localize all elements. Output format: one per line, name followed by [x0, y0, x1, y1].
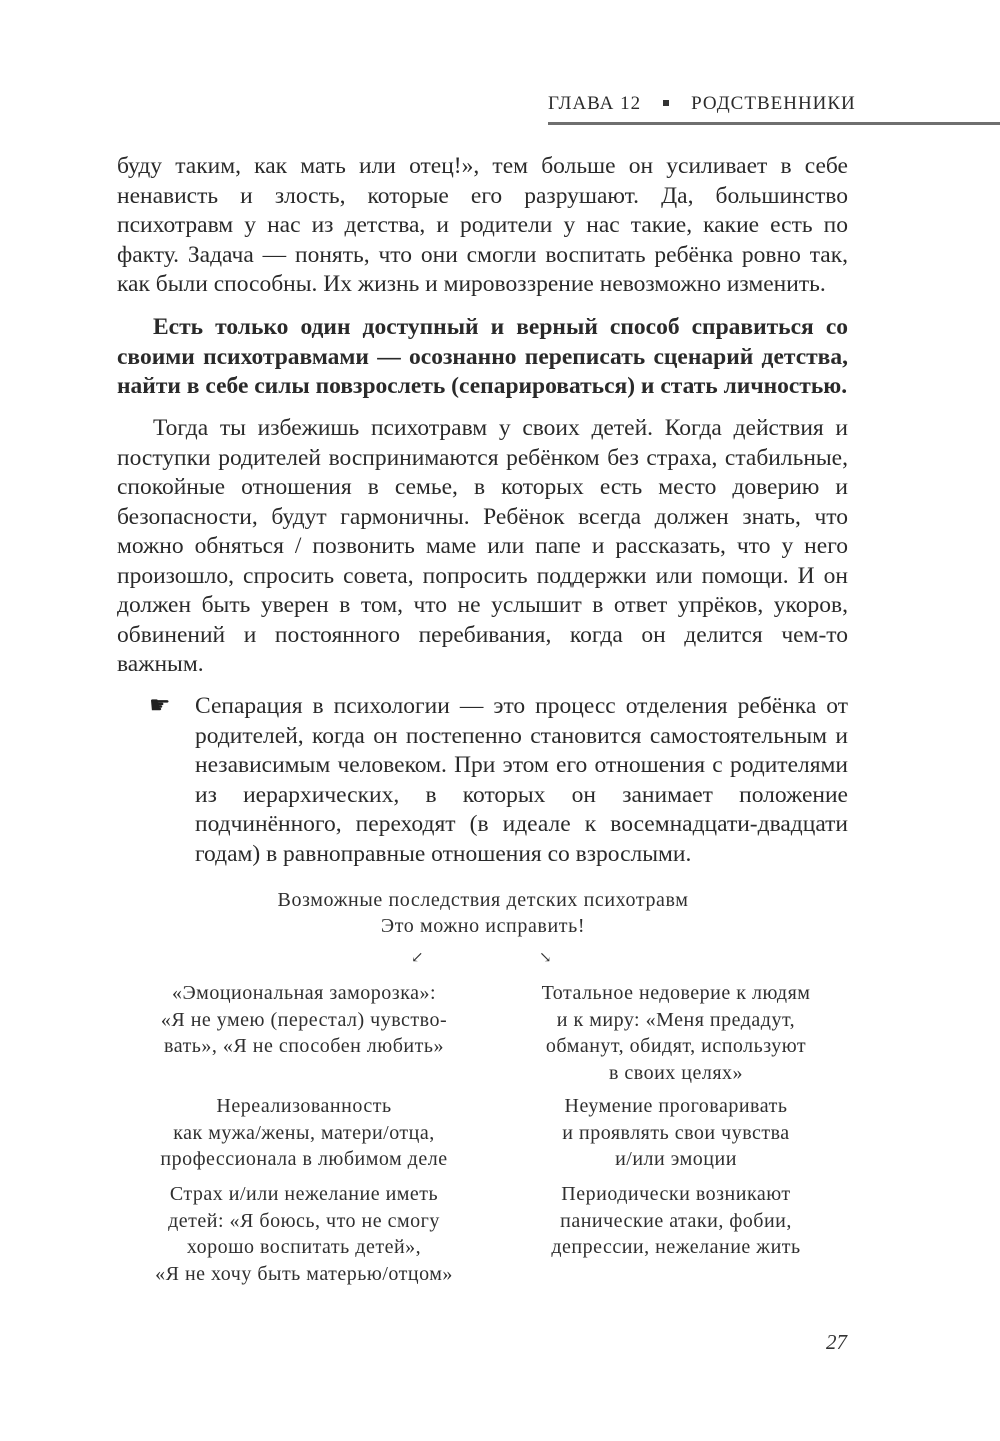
consequence-left-2	[124, 1093, 484, 1173]
line: «Я не умею (перестал) чувство-	[160, 1008, 448, 1031]
line: и проявлять свои чувства	[562, 1121, 790, 1144]
line: Нереализованность	[216, 1095, 392, 1117]
page-number: 27	[826, 1330, 847, 1354]
running-header	[548, 93, 1000, 115]
line: Неумение проговаривать	[564, 1095, 788, 1117]
line: «Я не хочу быть матерью/отцом»	[155, 1262, 453, 1285]
consequence-left-1	[124, 980, 484, 1060]
line: Тотальное недоверие к людям	[541, 982, 811, 1004]
line: вать», «Я не способен любить»	[164, 1035, 444, 1057]
chapter-label: ГЛАВА 12	[548, 93, 642, 114]
diagram-subtitle: Это можно исправить!	[380, 915, 586, 937]
consequence-left-3	[124, 1181, 484, 1287]
separator-square-icon	[663, 100, 669, 106]
paragraph-bold-emphasis: Есть только один доступный и верный способ справиться со своими психотравмами — осознанно переписать сценарий детства, найти в себе силы повзрослеть (сепарироваться) и стать личностью.	[117, 314, 848, 399]
line: «Эмоциональная заморозка»:	[171, 982, 437, 1004]
arrow-down-right-icon: ↘	[539, 950, 552, 966]
line: профессионала в любимом деле	[160, 1148, 448, 1170]
line: хорошо воспитать детей»,	[186, 1236, 422, 1258]
section-title: РОДСТВЕННИКИ	[691, 93, 856, 114]
arrow-down-left-icon: ↙	[411, 950, 424, 966]
paragraph-3: Тогда ты избежишь психотравм у своих детей. Когда действия и поступки родителей воспринимаются ребёнком без страха, стабильные, спокойные отношения в семье, в которых есть место доверию и безопасности, будут гармоничны. Ребёнок всегда должен знать, что можно обняться / позвонить маме или папе и рассказать, что у него произошло, спросить совета, попросить поддержки или помощи. И он должен быть уверен в том, что не услышит в ответ упрёков, укоров, обвинений и постоянного перебивания, когда он делится чем-то важным.	[117, 415, 848, 677]
line: как мужа/жены, матери/отца,	[173, 1121, 435, 1144]
line: Периодически возникают	[561, 1183, 791, 1205]
diagram-title: Возможные последствия детских психотравм	[277, 889, 689, 911]
line: детей: «Я боюсь, что не смогу	[168, 1209, 440, 1232]
consequence-right-3	[496, 1181, 856, 1261]
header-rule	[548, 122, 1000, 125]
line: депрессии, нежелание жить	[551, 1236, 801, 1258]
pointing-hand-icon: ☛	[149, 693, 171, 719]
line: Страх и/или нежелание иметь	[169, 1183, 439, 1205]
consequence-right-2	[496, 1093, 856, 1173]
paragraph-1: буду таким, как мать или отец!», тем больше он усиливает в себе ненависть и злость, которые его разрушают. Да, большинство психотравм у нас из детства, и родители у нас такие, какие есть по факту. Задача — понять, что они смогли воспитать ребёнка ровно так, как были способны. Их жизнь и мировоззрение невозможно изменить.	[117, 153, 848, 297]
line: панические атаки, фобии,	[560, 1209, 792, 1232]
line: обманут, обидят, используют	[545, 1035, 807, 1057]
line: в своих целях»	[608, 1061, 744, 1084]
consequence-right-1	[496, 980, 856, 1086]
separation-note	[149, 692, 848, 869]
line: и/или эмоции	[615, 1148, 737, 1170]
note-text: Сепарация в психологии — это процесс отделения ребёнка от родителей, когда он постепенно становится самостоятельным и независимым человеком. При этом его отношения с родителями из иерархических, в которых он занимает положение подчинённого, переходят (в идеале к восемнадцати-двадцати годам) в равноправные отношения со взрослыми.	[195, 693, 848, 867]
line: и к миру: «Меня предадут,	[556, 1008, 796, 1031]
